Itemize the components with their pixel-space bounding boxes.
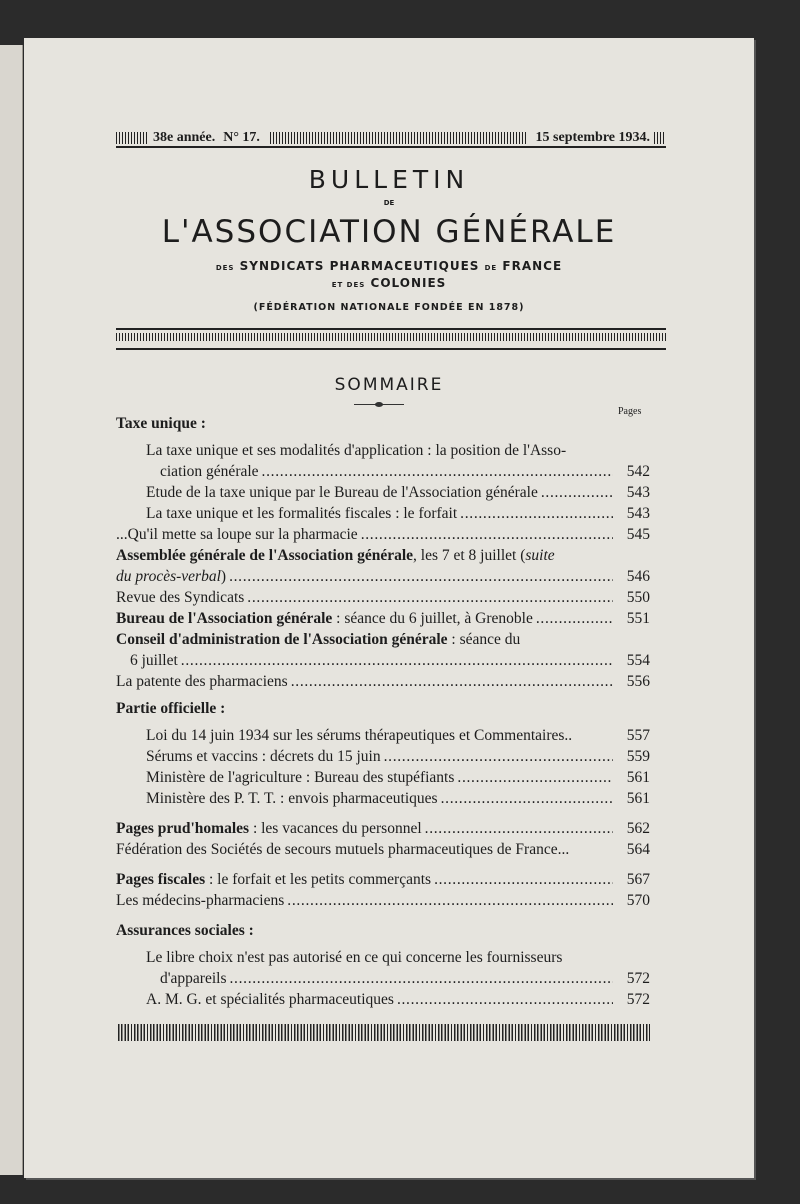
toc-entry: Bureau de l'Association générale : séance du 6 juillet, à Grenoble . . . 551 — [116, 608, 650, 629]
toc-entry: A. M. G. et spécialités pharmaceutiques . . . 572 — [146, 989, 650, 1010]
page-number: 543 — [626, 484, 650, 501]
page-number: 545 — [626, 526, 650, 543]
title-bulletin: BULLETIN — [308, 165, 470, 194]
toc-entry: Ministère des P. T. T. : envois pharmaceutiques . . . 561 — [146, 788, 650, 809]
toc-entry: La patente des pharmaciens . . . 556 — [116, 671, 650, 692]
issue-year: 38e année. — [153, 130, 216, 145]
page-number: 567 — [626, 871, 650, 888]
toc-entry: ...Qu'il mette sa loupe sur la pharmacie . . . 545 — [116, 524, 650, 545]
page-number: 559 — [626, 748, 650, 765]
toc-entry: Conseil d'administration de l'Association générale : séance du 6 juillet . . . 554 — [116, 629, 650, 671]
header-rule-ornament — [270, 132, 526, 144]
toc-entry: Etude de la taxe unique par le Bureau de l'Association générale . . . 543 — [146, 482, 650, 503]
issue-header — [116, 128, 666, 148]
table-of-contents — [116, 413, 650, 1010]
subtitle-federation: (FÉDÉRATION NATIONALE FONDÉE EN 1878) — [253, 302, 525, 313]
subtitle-syndicats: DES SYNDICATS PHARMACEUTIQUES DE FRANCE — [215, 259, 563, 273]
page-number: 561 — [626, 769, 650, 786]
toc-entry: La taxe unique et les formalités fiscales : le forfait . . . 543 — [146, 503, 650, 524]
page-number: 542 — [626, 463, 650, 480]
bottom-decorative-band — [118, 1024, 650, 1041]
toc-entry: Fédération des Sociétés de secours mutuels pharmaceutiques de France... 564 — [116, 841, 650, 858]
toc-entry: Pages fiscales : le forfait et les petits commerçants . . . 567 — [116, 869, 650, 890]
page-number: 554 — [626, 652, 650, 669]
section-heading: Partie officielle : — [116, 700, 226, 717]
toc-entry: Le libre choix n'est pas autorisé en ce qui concerne les fournisseurs d'appareils . . . 572 — [146, 947, 650, 989]
subtitle-colonies: ET DES COLONIES — [331, 276, 447, 290]
page-number: 570 — [626, 892, 650, 909]
pages-column-label: Pages — [618, 406, 642, 417]
sommaire-heading: SOMMAIRE — [334, 375, 444, 395]
page-number: 550 — [626, 589, 650, 606]
toc-entry: Les médecins-pharmaciens . . . 570 — [116, 890, 650, 911]
page-number: 572 — [626, 991, 650, 1008]
toc-entry: Ministère de l'agriculture : Bureau des stupéfiants . . . 561 — [146, 767, 650, 788]
issue-date: 15 septembre 1934. — [535, 130, 650, 145]
page-number: 562 — [626, 820, 650, 837]
toc-entry: Assemblée générale de l'Association générale, les 7 et 8 juillet (suite du procès-verbal) . . . 546 — [116, 545, 650, 587]
page-number: 551 — [626, 610, 650, 627]
page-number: 557 — [626, 727, 650, 744]
section-heading: Assurances sociales : — [116, 922, 254, 939]
toc-entry: La taxe unique et ses modalités d'application : la position de l'Asso- ciation générale . . . 542 — [146, 440, 650, 482]
facing-page-edge — [0, 45, 23, 1175]
decorative-band — [116, 328, 666, 350]
toc-entry: Sérums et vaccins : décrets du 15 juin . . . 559 — [146, 746, 650, 767]
page-number: 572 — [626, 970, 650, 987]
header-rule-ornament — [654, 132, 666, 144]
issue-number: N° 17. — [223, 130, 260, 145]
page-number: 556 — [626, 673, 650, 690]
header-rule-ornament — [116, 132, 149, 144]
header-underline — [116, 146, 666, 148]
toc-entry: Pages prud'homales : les vacances du personnel . . . 562 — [116, 818, 650, 839]
title-association: L'ASSOCIATION GÉNÉRALE — [161, 214, 617, 250]
page-number: 561 — [626, 790, 650, 807]
page-number: 564 — [626, 841, 650, 858]
section-heading: Taxe unique : — [116, 415, 206, 432]
toc-entry: Loi du 14 juin 1934 sur les sérums thérapeutiques et Commentaires.. 557 — [146, 727, 650, 744]
page-number: 546 — [626, 568, 650, 585]
title-de: DE — [383, 199, 395, 207]
bulletin-page — [24, 38, 754, 1178]
toc-entry: Revue des Syndicats . . . 550 — [116, 587, 650, 608]
page-number: 543 — [626, 505, 650, 522]
ornament-divider — [354, 404, 404, 405]
